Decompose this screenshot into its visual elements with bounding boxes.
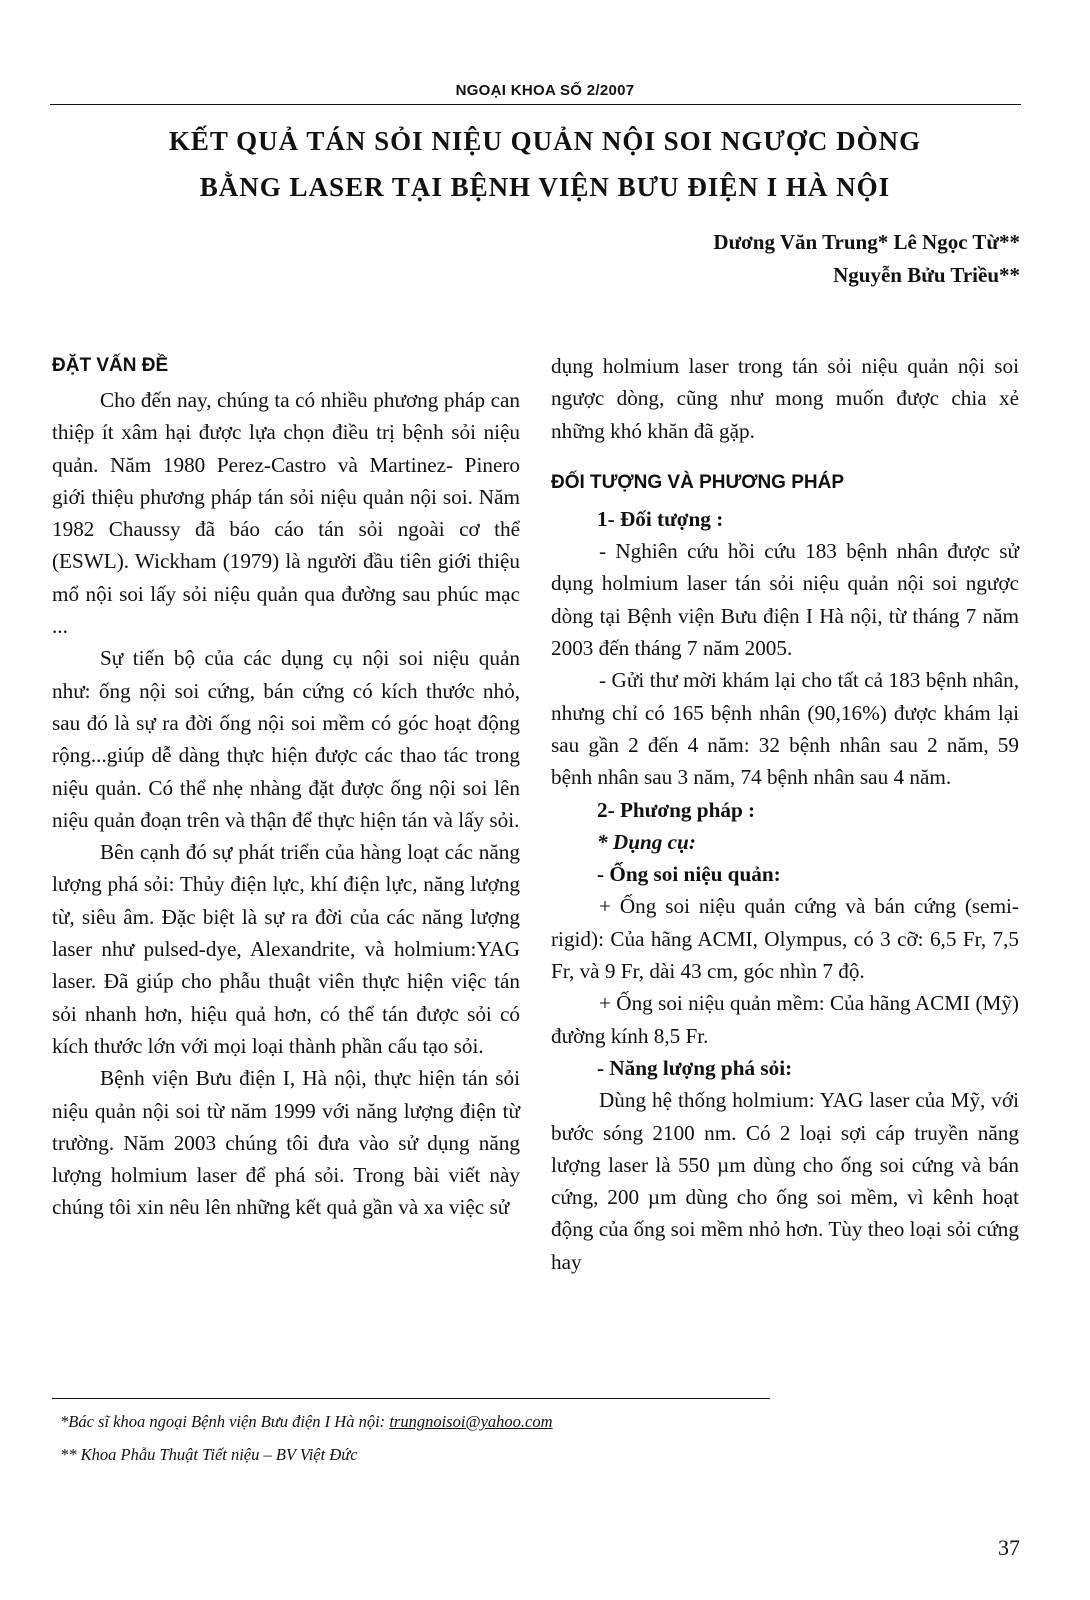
article-title [0, 118, 1090, 210]
paragraph: - Nghiên cứu hồi cứu 183 bệnh nhân được sử dụng holmium laser tán sỏi niệu quản nội soi ngược dòng tại Bệnh viện Bưu điện I Hà nội, từ tháng 7 năm 2003 đến tháng 7 năm 2005. [551, 539, 1019, 661]
subheading-instruments: * Dụng cụ: [597, 829, 696, 854]
footnote-1-text: *Bác sĩ khoa ngoại Bệnh viện Bưu điện I Hà nội: [60, 1412, 390, 1431]
paragraph: - Gửi thư mời khám lại cho tất cả 183 bệnh nhân, nhưng chỉ có 165 bệnh nhân (90,16%) được khám lại sau gần 2 đến 4 năm: 32 bệnh nhân sau 2 năm, 59 bệnh nhân sau 3 năm, 74 bệnh nhân sau 4 năm. [551, 668, 1019, 790]
authors-line-1: Dương Văn Trung* Lê Ngọc Từ** [713, 230, 1020, 254]
header-divider [50, 104, 1021, 105]
paragraph: + Ống soi niệu quản mềm: Của hãng ACMI (Mỹ) đường kính 8,5 Fr. [551, 991, 1019, 1048]
paragraph: Bên cạnh đó sự phát triển của hàng loạt các năng lượng phá sỏi: Thủy điện lực, khí điện lực, năng lượng từ, siêu âm. Đặc biệt là sự ra đời của các năng lượng laser như pulsed-dye, Alexandrite, và holmium:YAG laser. Đã giúp cho phẫu thuật viên thực hiện việc tán sỏi nhanh hơn, hiệu quả hơn, có thể tán được sỏi có kích thước lớn với mọi loại thành phần cấu tạo sỏi. [52, 840, 520, 1058]
paragraph: Sự tiến bộ của các dụng cụ nội soi niệu quản như: ống nội soi cứng, bán cứng có kích thước nhỏ, sau đó là sự ra đời ống nội soi mềm có góc hoạt động rộng...giúp dễ dàng thực hiện được các thao tác trong niệu quản. Có thể nhẹ nhàng đặt được ống nội soi lên niệu quản đoạn trên và thận để thực hiện tán và lấy sỏi. [52, 646, 520, 832]
subheading-energy: - Năng lượng phá sỏi: [597, 1055, 793, 1080]
footnote-1 [60, 1412, 553, 1432]
paragraph-continuation: dụng holmium laser trong tán sỏi niệu quản nội soi ngược dòng, cũng như mong muốn được chia xẻ những khó khăn đã gặp. [551, 354, 1019, 443]
paragraph: Bệnh viện Bưu điện I, Hà nội, thực hiện tán sỏi niệu quản nội soi từ năm 1999 với năng lượng điện từ trường. Năm 2003 chúng tôi đưa vào sử dụng năng lượng holmium laser để phá sỏi. Trong bài viết này chúng tôi xin nêu lên những kết quả gần và xa việc sử [52, 1066, 520, 1220]
subheading-ureteroscope: - Ống soi niệu quản: [597, 862, 781, 887]
footnote-2: ** Khoa Phẫu Thuật Tiết niệu – BV Việt Đức [60, 1445, 358, 1464]
footnote-divider [52, 1398, 770, 1399]
paragraph: Dùng hệ thống holmium: YAG laser của Mỹ, với bước sóng 2100 nm. Có 2 loại sợi cáp truyền năng lượng laser là 550 µm dùng cho ống soi cứng và bán cứng, 200 µm dùng cho ống soi mềm, vì kênh hoạt động của ống soi mềm nhỏ hơn. Tùy theo loại sỏi cứng hay [551, 1088, 1019, 1274]
author-email-link[interactable]: trungnoisoi@yahoo.com [389, 1412, 553, 1431]
right-column [551, 350, 1019, 1278]
paragraph: + Ống soi niệu quản cứng và bán cứng (semi-rigid): Của hãng ACMI, Olympus, có 3 cỡ: 6,5 Fr, 7,5 Fr, và 9 Fr, dài 43 cm, góc nhìn 7 độ. [551, 894, 1019, 984]
title-line-1: KẾT QUẢ TÁN SỎI NIỆU QUẢN NỘI SOI NGƯỢC DÒNG [168, 126, 922, 156]
subheading-method: 2- Phương pháp : [597, 797, 756, 822]
page-number: 37 [998, 1535, 1020, 1560]
author-list [713, 226, 1020, 292]
subheading-subjects: 1- Đối tượng : [597, 506, 724, 531]
section-heading-introduction: ĐẶT VẤN ĐỀ [52, 355, 169, 376]
paragraph: Cho đến nay, chúng ta có nhiều phương pháp can thiệp ít xâm hại được lựa chọn điều trị bệnh sỏi niệu quản. Năm 1980 Perez-Castro và Martinez- Pinero giới thiệu phương pháp tán sỏi niệu quản nội soi. Năm 1982 Chaussy đã báo cáo tán sỏi ngoài cơ thể (ESWL). Wickham (1979) là người đầu tiên giới thiệu mổ nội soi lấy sỏi niệu quản qua đường sau phúc mạc ... [52, 388, 520, 639]
journal-header: NGOẠI KHOA SỐ 2/2007 [455, 82, 635, 99]
section-heading-methods: ĐỐI TƯỢNG VÀ PHƯƠNG PHÁP [551, 471, 845, 493]
title-line-2: BẰNG LASER TẠI BỆNH VIỆN BƯU ĐIỆN I HÀ NỘI [199, 172, 891, 202]
left-column [52, 350, 520, 1224]
authors-line-2: Nguyễn Bửu Triều** [833, 263, 1020, 287]
